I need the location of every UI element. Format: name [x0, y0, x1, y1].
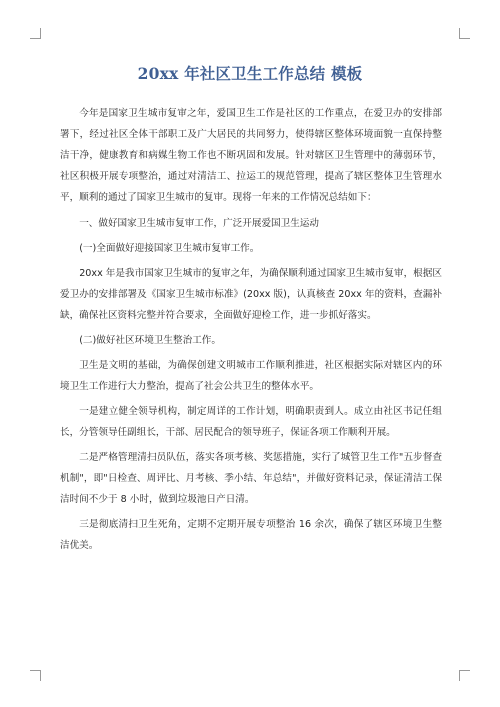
- crop-mark-bottom-left: [30, 670, 41, 681]
- subsection-heading-1: (一)全面做好迎接国家卫生城市复审工作。: [79, 243, 260, 254]
- subsection-heading-2: (二)做好社区环境卫生整治工作。: [79, 335, 221, 346]
- section-heading-1: 一、做好国家卫生城市复审工作，广泛开展爱国卫生运动: [79, 218, 320, 229]
- paragraph-point-2: 二是严格管理清扫员队伍，落实各项考核、奖惩措施，实行了城管卫生工作"五步督查机制"，即"日检查、周评比、月考核、季小结、年总结"，并做好资料记录，保证清洁工保洁时间不少于 8 小时，做到垃圾池日产日清。: [60, 452, 442, 505]
- paragraph-hygiene: 卫生是文明的基础，为确保创建文明城市工作顺利推进，社区根据实际对辖区内的环境卫生工作进行大力整治，提高了社会公共卫生的整体水平。: [60, 360, 442, 392]
- crop-mark-bottom-right: [459, 670, 470, 681]
- document-title: 20xx 年社区卫生工作总结 模板: [137, 64, 363, 83]
- paragraph-intro: 今年是国家卫生城市复审之年，爱国卫生工作是社区的工作重点，在爱卫办的安排部署下，经过社区全体干部职工及广大居民的共同努力，使得辖区整体环境面貌一直保持整洁干净，健康教育和病媒生物工作也不断巩固和发展。针对辖区卫生管理中的薄弱环节，社区积极开展专项整治，通过对清洁工、拉运工的规范管理，提高了辖区整体卫生管理水平，顺利的通过了国家卫生城市的复审。现将一年来的工作情况总结如下：: [60, 108, 442, 203]
- crop-mark-top-right: [459, 28, 470, 39]
- document-body: [60, 103, 442, 560]
- paragraph-point-3: 三是彻底清扫卫生死角，定期不定期开展专项整治 16 余次，确保了辖区环境卫生整洁优美。: [60, 519, 442, 551]
- paragraph-point-1: 一是建立健全领导机构，制定周详的工作计划，明确职责到人。成立由社区书记任组长，分管领导任副组长，干部、居民配合的领导班子，保证各项工作顺利开展。: [60, 406, 442, 438]
- paragraph-review: 20xx 年是我市国家卫生城市的复审之年，为确保顺利通过国家卫生城市复审，根据区爱卫办的安排部署及《国家卫生城市标准》(20xx 版)，认真核查 20xx 年的资料，查漏补缺，确保社区资料完整并符合要求，全面做好迎检工作，进一步抓好落实。: [60, 268, 442, 321]
- crop-mark-top-left: [30, 28, 41, 39]
